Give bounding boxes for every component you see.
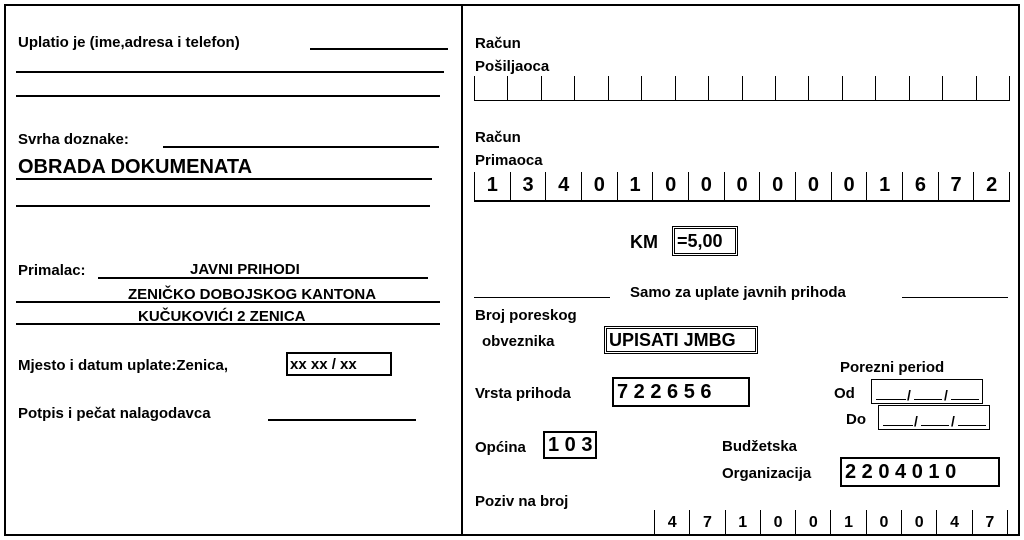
public-revenue-line-right [902, 297, 1008, 298]
period-from-slash-1: / [907, 387, 911, 403]
sender-digit-cell[interactable] [842, 76, 875, 100]
public-revenue-line-left [474, 297, 610, 298]
reference-digit-cell[interactable]: 1 [725, 510, 760, 534]
period-from-field[interactable] [871, 379, 983, 404]
sender-digit-cell[interactable] [574, 76, 607, 100]
amount-label: KM [630, 232, 658, 252]
tax-number-field[interactable]: UPISATI JMBG [604, 326, 758, 354]
recipient-digit-cell[interactable]: 0 [831, 172, 867, 200]
public-revenue-label: Samo za uplate javnih prihoda [630, 284, 846, 301]
period-from-label: Od [834, 385, 855, 402]
reference-digit-cell[interactable]: 0 [795, 510, 830, 534]
reference-digit-cell[interactable]: 1 [830, 510, 865, 534]
payer-line-1[interactable] [310, 48, 448, 50]
reference-digit-cell[interactable]: 4 [936, 510, 971, 534]
period-to-field[interactable] [878, 405, 990, 430]
sender-digit-cell[interactable] [942, 76, 975, 100]
tax-period-label: Porezni period [840, 359, 945, 376]
sender-digit-cell[interactable] [675, 76, 708, 100]
period-from-blank-3 [951, 399, 979, 400]
reference-digit-cell[interactable]: 7 [972, 510, 1008, 534]
period-to-slash-1: / [914, 413, 918, 429]
recipient-digit-cell[interactable]: 0 [581, 172, 617, 200]
frame-border-bottom [4, 534, 1020, 536]
frame-border-right [1018, 4, 1020, 536]
recipient-digit-cell[interactable]: 7 [938, 172, 974, 200]
recipient-underline-2 [16, 301, 440, 303]
place-date-label: Mjesto i datum uplate:Zenica, [18, 357, 229, 374]
recipient-digit-cell[interactable]: 0 [795, 172, 831, 200]
place-date-field[interactable]: xx xx / xx [286, 352, 392, 376]
period-from-slash-2: / [944, 387, 948, 403]
reference-digit-cell[interactable]: 7 [689, 510, 724, 534]
tax-number-label-2: obveznika [482, 333, 555, 350]
sender-digit-cell[interactable] [507, 76, 540, 100]
sender-digit-cell[interactable] [641, 76, 674, 100]
budget-org-label-1: Budžetska [722, 438, 798, 455]
reference-label: Poziv na broj [475, 493, 569, 510]
sender-digit-cell[interactable] [775, 76, 808, 100]
sender-digit-cell[interactable] [909, 76, 942, 100]
payer-line-2[interactable] [16, 71, 444, 73]
recipient-digit-cell[interactable]: 0 [759, 172, 795, 200]
recipient-digit-cell[interactable]: 3 [510, 172, 546, 200]
amount-field[interactable]: =5,00 [672, 226, 738, 256]
recipient-account-label-2: Primaoca [475, 152, 543, 169]
sender-digit-cell[interactable] [742, 76, 775, 100]
purpose-line-3[interactable] [16, 205, 430, 207]
recipient-digit-cell[interactable]: 2 [973, 172, 1010, 200]
recipient-digit-cell[interactable]: 1 [866, 172, 902, 200]
period-to-blank-3 [958, 425, 986, 426]
recipient-line1: JAVNI PRIHODI [190, 261, 300, 278]
reference-digit-cell[interactable]: 4 [654, 510, 689, 534]
period-from-blank-2 [914, 399, 942, 400]
sender-digit-cell[interactable] [474, 76, 507, 100]
reference-digit-cell[interactable]: 0 [760, 510, 795, 534]
recipient-digit-cell[interactable]: 1 [474, 172, 510, 200]
recipient-digit-cell[interactable]: 6 [902, 172, 938, 200]
period-to-slash-2: / [951, 413, 955, 429]
frame-border-top [4, 4, 1020, 6]
payer-label: Uplatio je (ime,adresa i telefon) [18, 34, 240, 51]
recipient-underline-1 [98, 277, 428, 279]
period-to-label: Do [846, 411, 866, 428]
sender-account-grid[interactable] [474, 76, 1010, 101]
budget-org-field[interactable]: 2 2 0 4 0 1 0 [840, 457, 1000, 487]
recipient-digit-cell[interactable]: 4 [545, 172, 581, 200]
period-to-blank-2 [921, 425, 949, 426]
recipient-digit-cell[interactable]: 0 [652, 172, 688, 200]
budget-org-label-2: Organizacija [722, 465, 812, 482]
sender-digit-cell[interactable] [541, 76, 574, 100]
recipient-line3: KUČUKOVIĆI 2 ZENICA [138, 308, 306, 325]
sender-digit-cell[interactable] [708, 76, 741, 100]
recipient-label: Primalac: [18, 262, 86, 279]
revenue-type-field[interactable]: 7 2 2 6 5 6 [612, 377, 750, 407]
purpose-value: OBRADA DOKUMENATA [18, 156, 253, 178]
sender-account-label-2: Pošiljaoca [475, 58, 550, 75]
center-divider [461, 4, 463, 536]
purpose-label: Svrha doznake: [18, 131, 129, 148]
sender-digit-cell[interactable] [976, 76, 1010, 100]
tax-number-label-1: Broj poreskog [475, 307, 577, 324]
sender-account-label-1: Račun [475, 35, 521, 52]
recipient-account-label-1: Račun [475, 129, 521, 146]
reference-digit-cell[interactable]: 0 [866, 510, 901, 534]
frame-border-left [4, 4, 6, 536]
sender-digit-cell[interactable] [875, 76, 908, 100]
recipient-digit-cell[interactable]: 1 [617, 172, 653, 200]
sender-digit-cell[interactable] [808, 76, 841, 100]
reference-number-grid[interactable] [654, 510, 1008, 534]
reference-digit-cell[interactable]: 0 [901, 510, 936, 534]
recipient-digit-cell[interactable]: 0 [688, 172, 724, 200]
period-to-blank-1 [883, 425, 913, 426]
signature-label: Potpis i pečat nalagodavca [18, 405, 211, 422]
purpose-line-2[interactable] [16, 178, 432, 180]
recipient-digit-cell[interactable]: 0 [724, 172, 760, 200]
revenue-type-label: Vrsta prihoda [475, 385, 571, 402]
municipality-field[interactable]: 1 0 3 [543, 431, 597, 459]
signature-line[interactable] [268, 419, 416, 421]
municipality-label: Općina [475, 439, 526, 456]
payer-line-3[interactable] [16, 95, 440, 97]
recipient-line2: ZENIČKO DOBOJSKOG KANTONA [128, 286, 377, 303]
sender-digit-cell[interactable] [608, 76, 641, 100]
purpose-line-1[interactable] [163, 146, 439, 148]
recipient-account-grid[interactable] [474, 172, 1010, 202]
recipient-underline-3 [16, 323, 440, 325]
period-from-blank-1 [876, 399, 906, 400]
